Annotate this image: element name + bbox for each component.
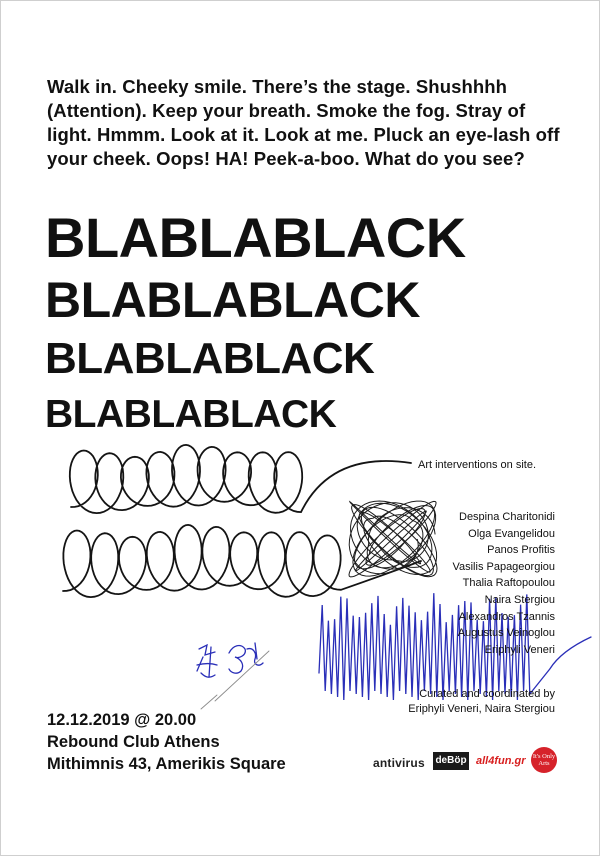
artist-name: Augustus Veinoglou (457, 627, 555, 640)
artist-list (452, 509, 555, 658)
curated-line-2: Eriphyli Veneri, Naira Stergiou (408, 703, 555, 715)
event-venue: Rebound Club Athens (47, 733, 220, 751)
its-only-arts-logo: It's Only Arts (531, 747, 557, 773)
blue-signature-1 (197, 645, 217, 677)
title-line-4: BLABLABLACK (45, 393, 337, 436)
tangle-scribble (349, 501, 437, 577)
art-interventions-title: Art interventions on site. (418, 459, 537, 471)
title-line-1: BLABLABLACK (45, 206, 466, 269)
curated-by (408, 687, 555, 717)
title-line-3: BLABLABLACK (45, 334, 375, 383)
curated-line-1: Curated and coordinated by (419, 688, 555, 700)
grey-stroke (201, 651, 269, 709)
antivirus-logo: antivirus (373, 756, 425, 770)
top-loop-scribble (70, 445, 411, 513)
event-address: Mithimnis 43, Amerikis Square (47, 755, 286, 773)
blue-signature-2 (229, 643, 263, 673)
artist-name: Olga Evangelidou (468, 527, 555, 540)
artist-name: Thalia Raftopoulou (462, 577, 555, 590)
title-line-2: BLABLABLACK (45, 272, 420, 328)
artist-name: Eriphyli Veneri (484, 643, 555, 656)
event-info (47, 709, 286, 775)
artist-name: Naira Stergiou (484, 593, 555, 606)
artist-name: Despina Charitonidi (459, 511, 555, 523)
event-datetime: 12.12.2019 @ 20.00 (47, 711, 197, 729)
artist-name: Vasilis Papageorgiou (452, 560, 555, 573)
sponsor-logos (371, 747, 561, 777)
artist-name: Panos Profitis (487, 544, 555, 557)
intro-text: Walk in. Cheeky smile. There’s the stage. Shushhhh (Attention). Keep your breath. Smoke the fog. Stray of light. Hmmm. Look at it. Look at me. Pluck an eye-lash off your cheek. Oops! HA! Peek-a-boo. What do you see? (47, 76, 560, 169)
all4fun-logo: all4fun.gr (476, 755, 526, 767)
black-loop-scribbles (63, 445, 421, 597)
debop-logo: deBöp (433, 752, 469, 770)
artist-name: Alexandros Tzannis (458, 610, 555, 623)
